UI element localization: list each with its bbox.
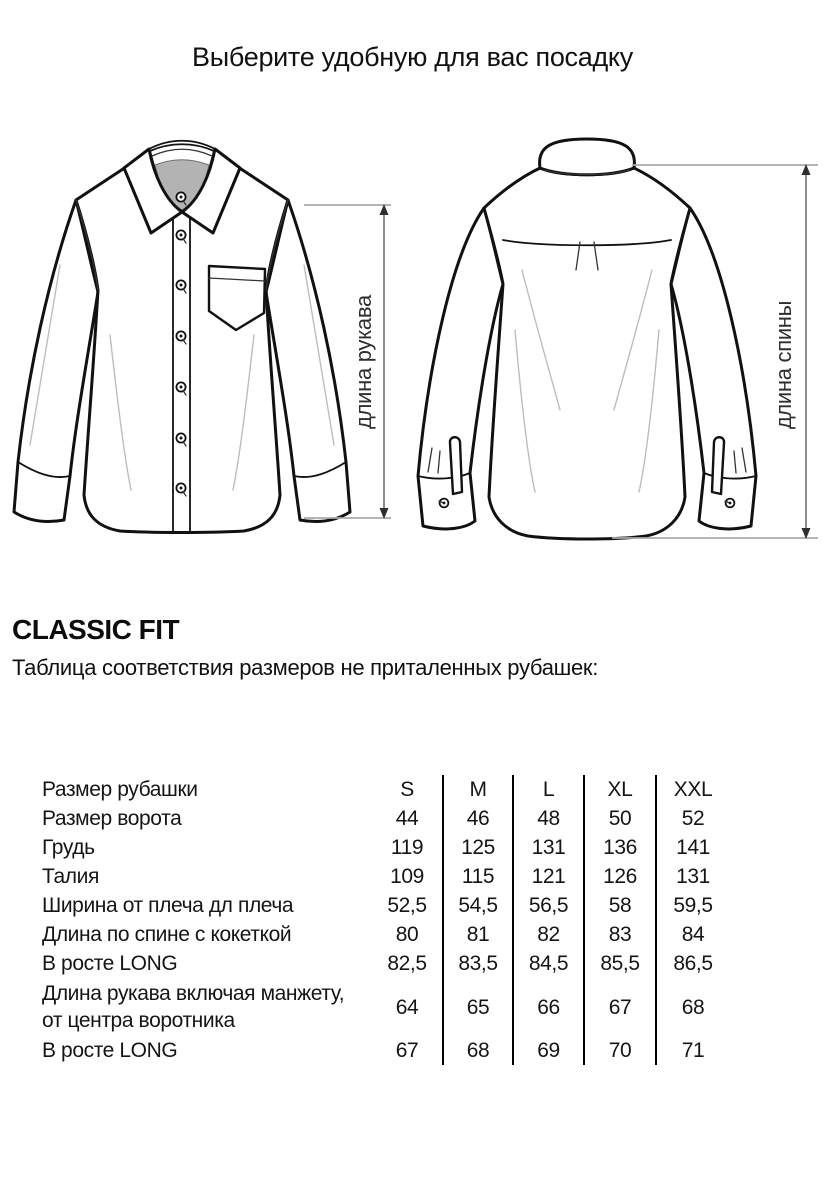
table-cell: 68 <box>442 1036 512 1065</box>
table-cell: 109 <box>390 865 424 888</box>
table-cell: 83 <box>583 920 655 949</box>
cuff-button-left <box>439 499 448 508</box>
table-cell: 131 <box>655 862 729 891</box>
table-cell: 65 <box>442 978 512 1036</box>
size-table <box>0 775 729 1065</box>
table-cell: 66 <box>512 978 583 1036</box>
size-xxl-header: XXL <box>655 775 729 804</box>
size-l-header: L <box>512 775 583 804</box>
size-s-header: S <box>400 778 414 801</box>
table-cell: 126 <box>583 862 655 891</box>
table-cell: 85,5 <box>583 949 655 978</box>
table-cell: 68 <box>655 978 729 1036</box>
table-cell: 52,5 <box>387 894 427 917</box>
table-cell: 48 <box>512 804 583 833</box>
table-cell: 141 <box>655 833 729 862</box>
back-length-label: длина спины <box>771 300 796 430</box>
table-cell: 50 <box>583 804 655 833</box>
row-label <box>0 978 372 1036</box>
table-cell: 67 <box>395 1039 419 1062</box>
shirt-illustration <box>0 120 825 580</box>
sleeve-length-label: длина рукава <box>351 295 376 429</box>
fit-subtitle: Таблица соответствия размеров не приталенных рубашек: <box>12 655 599 680</box>
row-label: Длина по спине с кокеткой <box>42 923 292 946</box>
table-cell: 84 <box>655 920 729 949</box>
row-label-line2: от центра воротника <box>42 1009 235 1032</box>
row-label: Ширина от плеча дл плеча <box>42 894 294 917</box>
size-xl-header: XL <box>583 775 655 804</box>
shirt-back-drawing <box>418 139 756 539</box>
table-cell: 86,5 <box>655 949 729 978</box>
table-cell: 58 <box>583 891 655 920</box>
size-m-header: M <box>442 775 512 804</box>
table-cell: 44 <box>395 807 419 830</box>
table-cell: 84,5 <box>512 949 583 978</box>
table-cell: 136 <box>583 833 655 862</box>
table-cell: 59,5 <box>655 891 729 920</box>
table-cell: 46 <box>442 804 512 833</box>
row-label: Размер рубашки <box>42 778 198 801</box>
table-cell: 56,5 <box>512 891 583 920</box>
table-cell: 82,5 <box>387 952 427 975</box>
table-cell: 69 <box>512 1036 583 1065</box>
row-label: В росте LONG <box>42 952 178 975</box>
table-cell: 80 <box>395 923 419 946</box>
table-cell: 82 <box>512 920 583 949</box>
sleeve-placket-left <box>450 437 462 494</box>
table-cell: 115 <box>442 862 512 891</box>
page-title: Выберите удобную для вас посадку <box>192 42 633 72</box>
table-cell: 70 <box>583 1036 655 1065</box>
row-label: Грудь <box>42 836 95 859</box>
table-cell: 131 <box>512 833 583 862</box>
shirt-front-drawing <box>14 141 350 533</box>
table-cell: 67 <box>583 978 655 1036</box>
row-label: Размер ворота <box>42 807 182 830</box>
table-cell: 81 <box>442 920 512 949</box>
row-label: В росте LONG <box>42 1039 178 1062</box>
table-cell: 121 <box>512 862 583 891</box>
table-cell: 52 <box>655 804 729 833</box>
sleeve-placket-right <box>712 437 724 494</box>
table-cell: 119 <box>390 836 424 859</box>
row-label: Талия <box>42 865 99 888</box>
table-cell: 71 <box>655 1036 729 1065</box>
table-cell: 125 <box>442 833 512 862</box>
cuff-button-right <box>725 499 734 508</box>
table-cell: 64 <box>395 995 419 1019</box>
table-cell: 83,5 <box>442 949 512 978</box>
row-label-line1: Длина рукава включая манжету, <box>42 982 345 1005</box>
table-cell: 54,5 <box>442 891 512 920</box>
fit-heading: CLASSIC FIT <box>12 614 180 645</box>
